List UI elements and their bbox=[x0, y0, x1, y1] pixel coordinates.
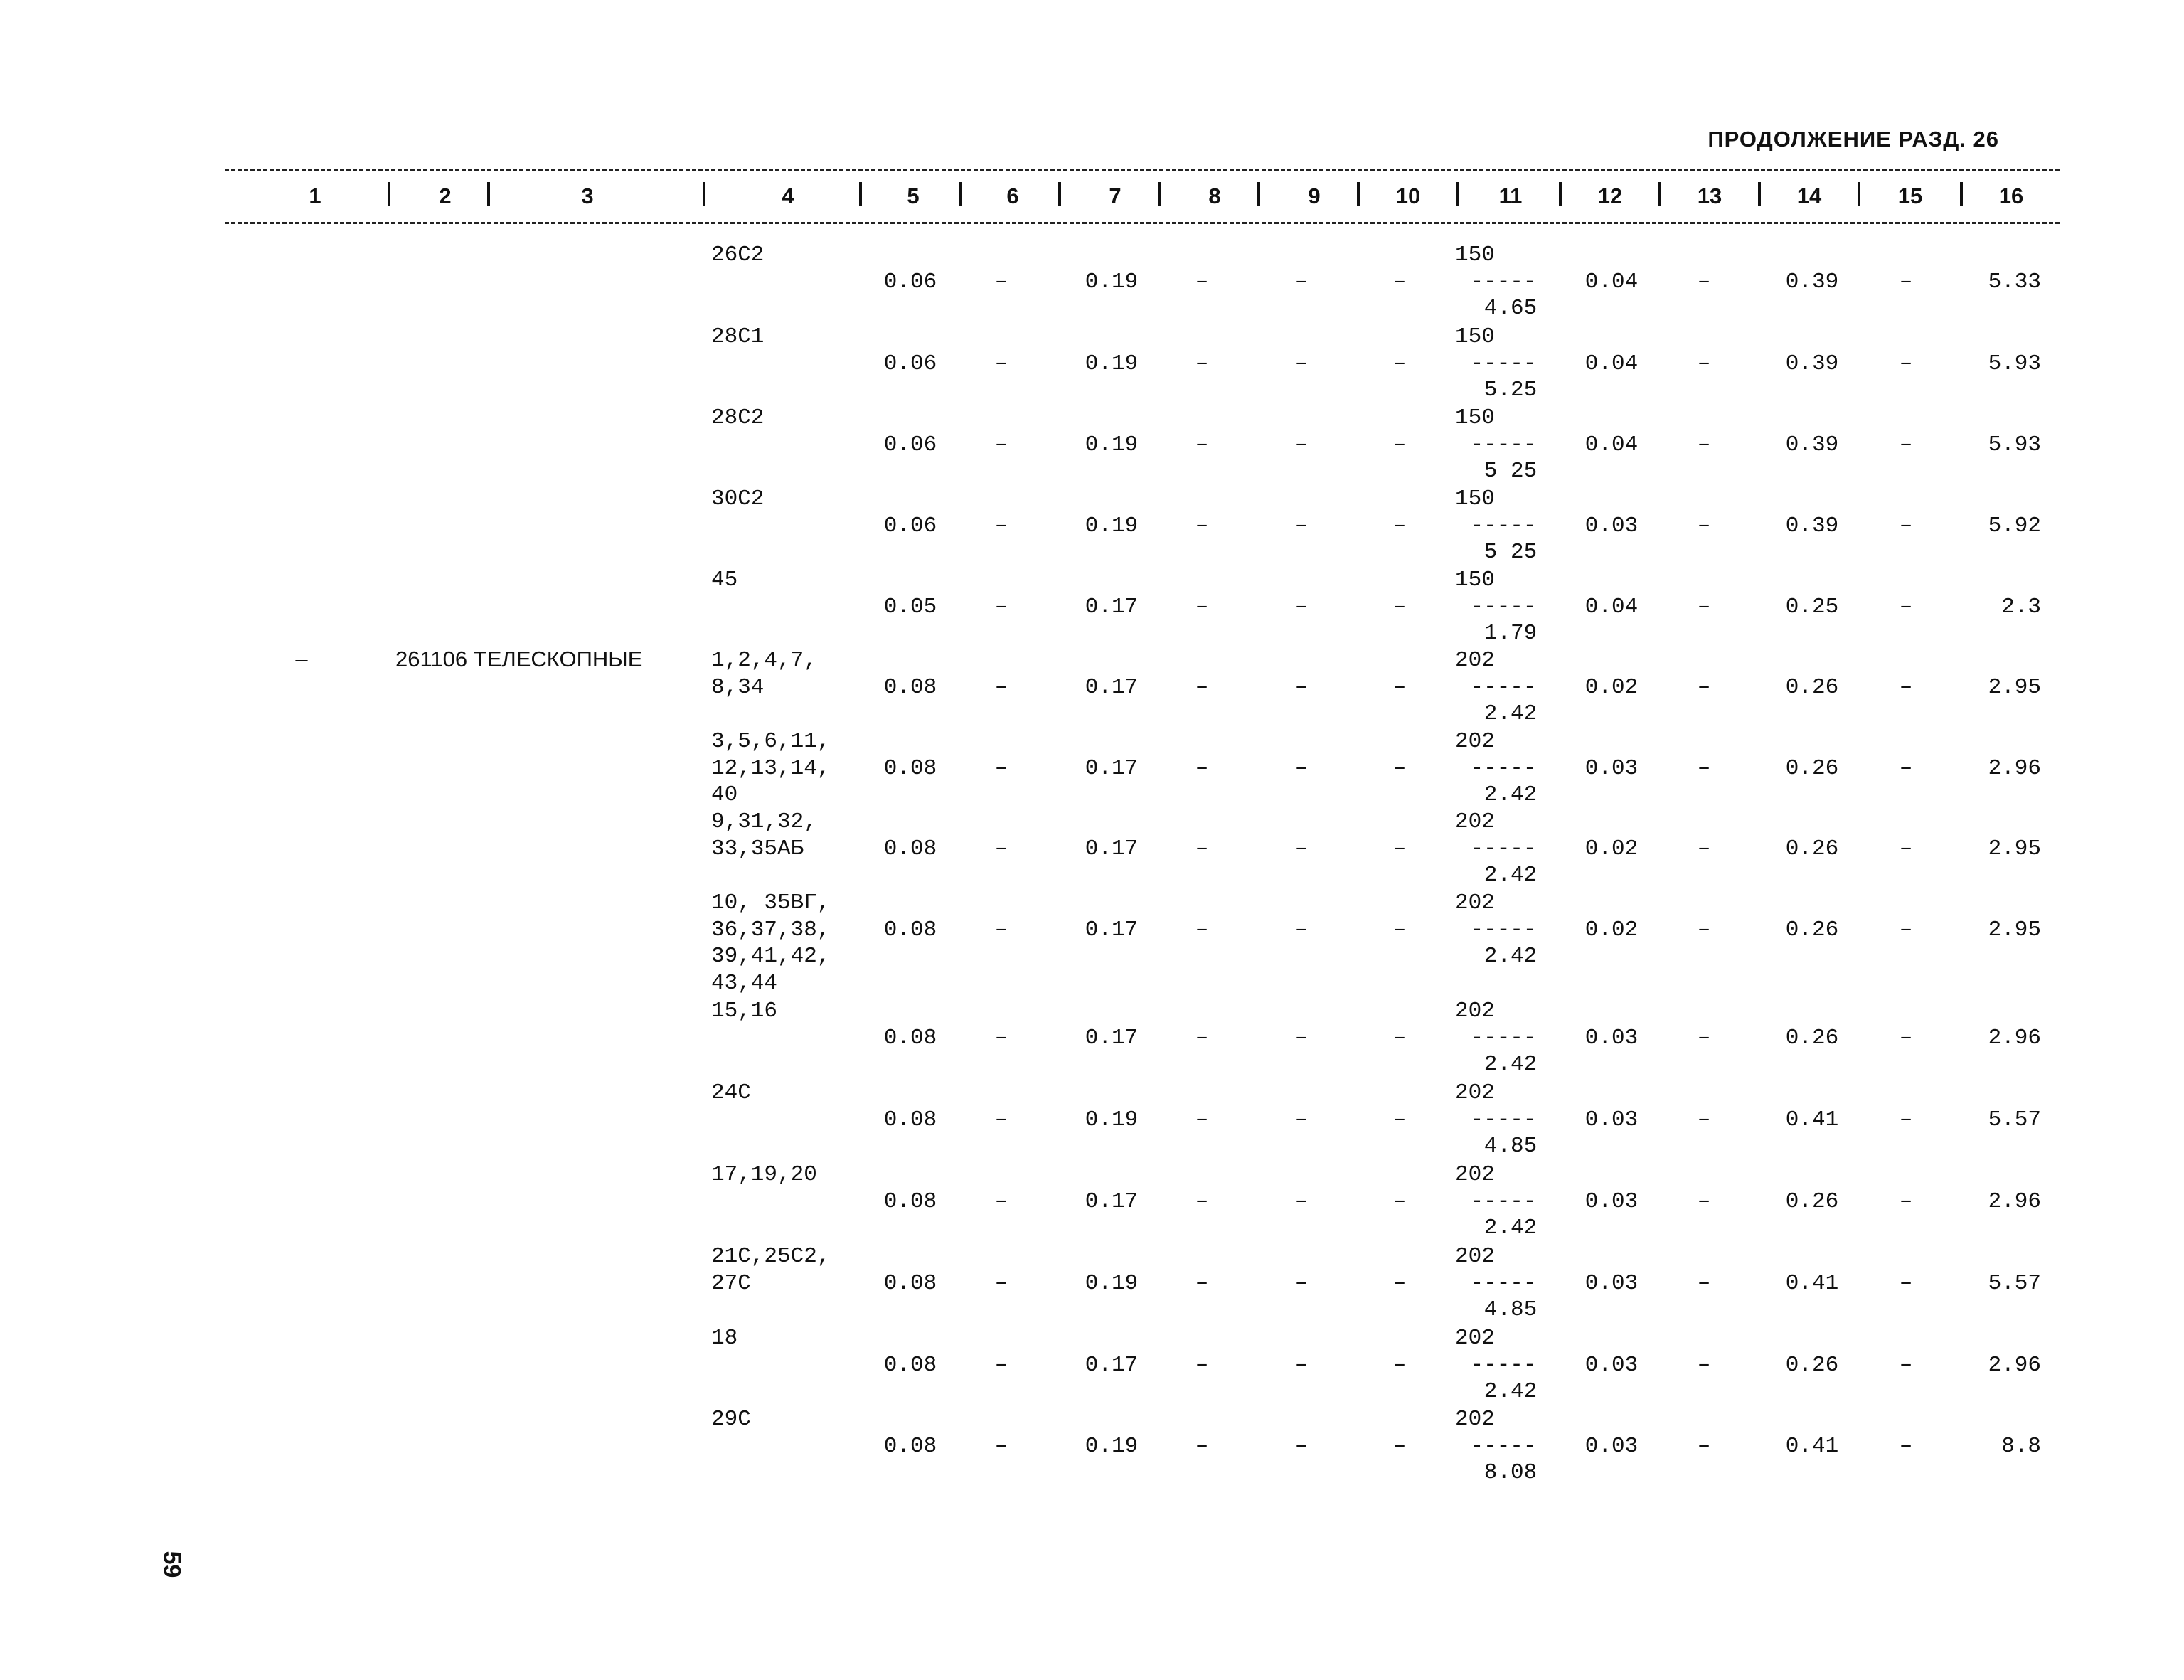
cell-col6: – bbox=[994, 836, 1008, 861]
cell-col16: 2.95 bbox=[1988, 836, 2041, 861]
cell-col7: 0.17 bbox=[1085, 836, 1139, 861]
cell-object-line: 26С2 bbox=[711, 243, 765, 267]
column-header-15: 15 bbox=[1897, 184, 1923, 208]
column-header-3: 3 bbox=[581, 184, 594, 208]
cell-object-line: 28С2 bbox=[711, 405, 765, 430]
cell-col9: – bbox=[1294, 1025, 1309, 1051]
cell-col9: – bbox=[1294, 1270, 1309, 1296]
cell-col9: – bbox=[1294, 1352, 1309, 1378]
cell-col11-numerator: 202 bbox=[1455, 729, 1495, 754]
column-header-9: 9 bbox=[1308, 184, 1321, 208]
cell-col13: – bbox=[1697, 1270, 1711, 1296]
cell-col5: 0.08 bbox=[883, 1270, 937, 1296]
cell-col15: – bbox=[1899, 836, 1913, 861]
cell-col16: 5.92 bbox=[1988, 513, 2041, 538]
group-name-label: 261106 ТЕЛЕСКОПНЫЕ bbox=[395, 647, 643, 671]
cell-col14: 0.26 bbox=[1785, 917, 1839, 942]
cell-col9: – bbox=[1294, 755, 1309, 781]
cell-col14: 0.39 bbox=[1785, 513, 1839, 538]
cell-col16: 5.93 bbox=[1988, 432, 2041, 457]
cell-col5: 0.08 bbox=[883, 1433, 937, 1459]
column-header-11: 11 bbox=[1498, 184, 1523, 208]
cell-col16: 2.96 bbox=[1988, 1189, 2041, 1214]
cell-col11-denominator: 2.42 bbox=[1483, 863, 1538, 888]
column-header-14: 14 bbox=[1796, 184, 1822, 208]
cell-col11-denominator: 5.25 bbox=[1483, 378, 1538, 403]
cell-col11-fraction-bar: ----- bbox=[1470, 917, 1537, 942]
cell-col10: – bbox=[1392, 594, 1407, 620]
cell-object-line: 10, 35ВГ, bbox=[711, 890, 831, 915]
cell-object-line: 45 bbox=[711, 568, 738, 592]
cell-col14: 0.26 bbox=[1785, 836, 1839, 861]
cell-col8: – bbox=[1195, 269, 1209, 294]
cell-col11-numerator: 202 bbox=[1455, 1162, 1495, 1187]
cell-col13: – bbox=[1697, 351, 1711, 376]
cell-col12: 0.03 bbox=[1584, 755, 1639, 781]
cell-object-line: 3,5,6,11, bbox=[711, 729, 831, 754]
page-number: 59 bbox=[158, 1551, 186, 1578]
cell-col7: 0.19 bbox=[1085, 1270, 1139, 1296]
cell-col11-numerator: 202 bbox=[1455, 809, 1495, 834]
cell-col9: – bbox=[1294, 836, 1309, 861]
cell-col16: 2.96 bbox=[1988, 1352, 2041, 1378]
cell-col10: – bbox=[1392, 351, 1407, 376]
cell-object-line: 33,35АБ bbox=[711, 836, 804, 861]
cell-col15: – bbox=[1899, 1433, 1913, 1459]
cell-object-line: 28С1 bbox=[711, 324, 765, 349]
cell-col16: 2.3 bbox=[2001, 594, 2041, 620]
cell-object-line: 9,31,32, bbox=[711, 809, 817, 834]
cell-col11-numerator: 202 bbox=[1455, 1326, 1495, 1351]
cell-col13: – bbox=[1697, 1107, 1711, 1132]
section-continuation-title: ПРОДОЛЖЕНИЕ РАЗД. 26 bbox=[1708, 127, 1999, 151]
cell-col11-numerator: 150 bbox=[1455, 405, 1495, 430]
cell-col5: 0.08 bbox=[883, 1025, 937, 1051]
cell-col6: – bbox=[994, 432, 1008, 457]
cell-col9: – bbox=[1294, 1189, 1309, 1214]
cell-col6: – bbox=[994, 513, 1008, 538]
cell-col8: – bbox=[1195, 432, 1209, 457]
cell-col13: – bbox=[1697, 1352, 1711, 1378]
cell-col16: 2.96 bbox=[1988, 755, 2041, 781]
cell-col5: 0.08 bbox=[883, 1189, 937, 1214]
cell-object-line: 43,44 bbox=[711, 970, 778, 996]
column-header-16: 16 bbox=[1998, 184, 2024, 208]
cell-col12: 0.03 bbox=[1584, 1107, 1639, 1132]
cell-col15: – bbox=[1899, 351, 1913, 376]
cell-col7: 0.19 bbox=[1085, 513, 1139, 538]
cell-col6: – bbox=[994, 674, 1008, 700]
cell-col10: – bbox=[1392, 917, 1407, 942]
cell-col6: – bbox=[994, 351, 1008, 376]
cell-col5: 0.06 bbox=[883, 269, 937, 294]
column-header-13: 13 bbox=[1697, 184, 1722, 208]
cell-col11-numerator: 202 bbox=[1455, 999, 1495, 1024]
cell-col6: – bbox=[994, 269, 1008, 294]
cell-col16: 5.93 bbox=[1988, 351, 2041, 376]
cell-col11-denominator: 2.42 bbox=[1483, 1052, 1538, 1077]
cell-col10: – bbox=[1392, 1270, 1407, 1296]
cell-col14: 0.26 bbox=[1785, 755, 1839, 781]
cell-col7: 0.19 bbox=[1085, 1107, 1139, 1132]
cell-col11-denominator: 4.85 bbox=[1483, 1134, 1538, 1159]
cell-col12: 0.03 bbox=[1584, 1025, 1639, 1051]
cell-col12: 0.03 bbox=[1584, 1270, 1639, 1296]
cell-col11-denominator: 2.42 bbox=[1483, 944, 1538, 969]
cell-col11-numerator: 202 bbox=[1455, 1080, 1495, 1105]
cell-col9: – bbox=[1294, 513, 1309, 538]
cell-col8: – bbox=[1195, 836, 1209, 861]
cell-object-line: 17,19,20 bbox=[711, 1162, 817, 1187]
cell-col11-fraction-bar: ----- bbox=[1470, 351, 1537, 376]
cell-col14: 0.25 bbox=[1785, 594, 1839, 620]
cell-col13: – bbox=[1697, 594, 1711, 620]
cell-col5: 0.08 bbox=[883, 1352, 937, 1378]
cell-col15: – bbox=[1899, 755, 1913, 781]
cell-col12: 0.04 bbox=[1584, 269, 1639, 294]
cell-col15: – bbox=[1899, 1189, 1913, 1214]
cell-col15: – bbox=[1899, 513, 1913, 538]
cell-col9: – bbox=[1294, 432, 1309, 457]
cell-col11-fraction-bar: ----- bbox=[1470, 1189, 1537, 1214]
cell-col6: – bbox=[994, 1270, 1008, 1296]
cell-col11-denominator: 8.08 bbox=[1483, 1460, 1538, 1485]
cell-object-line: 27С bbox=[711, 1270, 751, 1296]
cell-col7: 0.19 bbox=[1085, 351, 1139, 376]
cell-col12: 0.02 bbox=[1584, 674, 1639, 700]
column-header-1: 1 bbox=[309, 184, 321, 208]
cell-col12: 0.03 bbox=[1584, 1433, 1639, 1459]
cell-col13: – bbox=[1697, 1025, 1711, 1051]
cell-col7: 0.17 bbox=[1085, 594, 1139, 620]
group-col1-dash: – bbox=[295, 647, 308, 671]
cell-col13: – bbox=[1697, 674, 1711, 700]
cell-object-line: 30С2 bbox=[711, 487, 765, 511]
cell-col15: – bbox=[1899, 432, 1913, 457]
cell-col16: 2.96 bbox=[1988, 1025, 2041, 1051]
cell-col5: 0.06 bbox=[883, 351, 937, 376]
cell-col11-numerator: 150 bbox=[1455, 324, 1495, 349]
cell-col15: – bbox=[1899, 594, 1913, 620]
cell-col7: 0.19 bbox=[1085, 269, 1139, 294]
cell-col14: 0.26 bbox=[1785, 1189, 1839, 1214]
column-header-12: 12 bbox=[1597, 184, 1623, 208]
cell-col8: – bbox=[1195, 1433, 1209, 1459]
cell-col11-fraction-bar: ----- bbox=[1470, 836, 1537, 861]
cell-col11-fraction-bar: ----- bbox=[1470, 513, 1537, 538]
cell-col6: – bbox=[994, 755, 1008, 781]
cell-col11-numerator: 150 bbox=[1455, 243, 1495, 267]
cell-col5: 0.08 bbox=[883, 755, 937, 781]
cell-col16: 2.95 bbox=[1988, 674, 2041, 700]
cell-col11-denominator: 2.42 bbox=[1483, 782, 1538, 807]
cell-col13: – bbox=[1697, 432, 1711, 457]
cell-col6: – bbox=[994, 917, 1008, 942]
cell-col8: – bbox=[1195, 594, 1209, 620]
cell-col10: – bbox=[1392, 269, 1407, 294]
cell-col12: 0.04 bbox=[1584, 351, 1639, 376]
cell-col8: – bbox=[1195, 917, 1209, 942]
cell-object-line: 40 bbox=[711, 782, 738, 807]
cell-col6: – bbox=[994, 1352, 1008, 1378]
cell-col12: 0.02 bbox=[1584, 917, 1639, 942]
cell-col8: – bbox=[1195, 1107, 1209, 1132]
cell-object-line: 15,16 bbox=[711, 999, 778, 1024]
cell-col7: 0.17 bbox=[1085, 674, 1139, 700]
cell-col5: 0.05 bbox=[883, 594, 937, 620]
cell-col10: – bbox=[1392, 1433, 1407, 1459]
cell-col10: – bbox=[1392, 674, 1407, 700]
cell-col11-fraction-bar: ----- bbox=[1470, 594, 1537, 620]
cell-col8: – bbox=[1195, 674, 1209, 700]
cell-col11-denominator: 4.85 bbox=[1483, 1297, 1538, 1322]
cell-col12: 0.03 bbox=[1584, 1352, 1639, 1378]
column-header-8: 8 bbox=[1208, 184, 1221, 208]
cell-col11-denominator: 1.79 bbox=[1483, 621, 1538, 646]
cell-object-line: 29С bbox=[711, 1407, 751, 1432]
cell-col14: 0.26 bbox=[1785, 1352, 1839, 1378]
column-header-6: 6 bbox=[1006, 184, 1019, 208]
cell-col11-fraction-bar: ----- bbox=[1470, 269, 1537, 294]
cell-col13: – bbox=[1697, 1433, 1711, 1459]
cell-col8: – bbox=[1195, 1189, 1209, 1214]
cell-col9: – bbox=[1294, 269, 1309, 294]
cell-col12: 0.03 bbox=[1584, 513, 1639, 538]
cell-col16: 8.8 bbox=[2001, 1433, 2041, 1459]
cell-col6: – bbox=[994, 594, 1008, 620]
column-header-7: 7 bbox=[1109, 184, 1122, 208]
cell-col8: – bbox=[1195, 513, 1209, 538]
cell-col11-fraction-bar: ----- bbox=[1470, 1025, 1537, 1051]
cell-col6: – bbox=[994, 1107, 1008, 1132]
cell-col15: – bbox=[1899, 1025, 1913, 1051]
cell-col12: 0.03 bbox=[1584, 1189, 1639, 1214]
cell-col10: – bbox=[1392, 1352, 1407, 1378]
cell-col11-numerator: 202 bbox=[1455, 648, 1495, 673]
cell-col6: – bbox=[994, 1025, 1008, 1051]
cell-col6: – bbox=[994, 1433, 1008, 1459]
cell-col5: 0.06 bbox=[883, 432, 937, 457]
cell-col7: 0.17 bbox=[1085, 917, 1139, 942]
cell-col12: 0.04 bbox=[1584, 594, 1639, 620]
cell-col11-fraction-bar: ----- bbox=[1470, 1270, 1537, 1296]
cell-col6: – bbox=[994, 1189, 1008, 1214]
cell-col7: 0.17 bbox=[1085, 1352, 1139, 1378]
cell-col11-numerator: 150 bbox=[1455, 487, 1495, 511]
cell-object-line: 39,41,42, bbox=[711, 944, 831, 969]
cell-col14: 0.41 bbox=[1785, 1270, 1839, 1296]
cell-col16: 5.33 bbox=[1988, 269, 2041, 294]
cell-col9: – bbox=[1294, 917, 1309, 942]
cell-col16: 5.57 bbox=[1988, 1270, 2041, 1296]
cell-col9: – bbox=[1294, 1107, 1309, 1132]
cell-col11-denominator: 2.42 bbox=[1483, 1379, 1538, 1404]
cell-col8: – bbox=[1195, 1270, 1209, 1296]
cell-col14: 0.26 bbox=[1785, 1025, 1839, 1051]
cell-col5: 0.08 bbox=[883, 917, 937, 942]
cell-object-line: 8,34 bbox=[711, 674, 765, 700]
cell-col14: 0.39 bbox=[1785, 432, 1839, 457]
cell-col11-denominator: 5 25 bbox=[1483, 459, 1538, 484]
cell-col8: – bbox=[1195, 351, 1209, 376]
cell-col15: – bbox=[1899, 1352, 1913, 1378]
cell-col14: 0.41 bbox=[1785, 1107, 1839, 1132]
cell-object-line: 36,37,38, bbox=[711, 917, 831, 942]
cell-col7: 0.19 bbox=[1085, 1433, 1139, 1459]
cell-col11-numerator: 150 bbox=[1455, 568, 1495, 592]
cell-col9: – bbox=[1294, 674, 1309, 700]
cell-col14: 0.41 bbox=[1785, 1433, 1839, 1459]
cell-col14: 0.26 bbox=[1785, 674, 1839, 700]
cell-col10: – bbox=[1392, 836, 1407, 861]
cell-col14: 0.39 bbox=[1785, 351, 1839, 376]
cell-col7: 0.19 bbox=[1085, 432, 1139, 457]
cell-col10: – bbox=[1392, 513, 1407, 538]
cell-col15: – bbox=[1899, 1107, 1913, 1132]
cell-col11-denominator: 2.42 bbox=[1483, 1216, 1538, 1240]
cell-col15: – bbox=[1899, 1270, 1913, 1296]
cell-col5: 0.08 bbox=[883, 674, 937, 700]
cell-col11-numerator: 202 bbox=[1455, 1407, 1495, 1432]
cell-col15: – bbox=[1899, 269, 1913, 294]
cell-object-line: 18 bbox=[711, 1326, 738, 1351]
cell-col5: 0.08 bbox=[883, 836, 937, 861]
cell-col13: – bbox=[1697, 917, 1711, 942]
cell-col11-fraction-bar: ----- bbox=[1470, 432, 1537, 457]
cell-col13: – bbox=[1697, 1189, 1711, 1214]
cell-col8: – bbox=[1195, 1025, 1209, 1051]
cell-col11-numerator: 202 bbox=[1455, 1244, 1495, 1269]
cell-col10: – bbox=[1392, 755, 1407, 781]
cell-col11-denominator: 5 25 bbox=[1483, 540, 1538, 565]
cell-col15: – bbox=[1899, 674, 1913, 700]
cell-col9: – bbox=[1294, 1433, 1309, 1459]
cell-object-line: 21С,25С2, bbox=[711, 1244, 831, 1269]
cell-col11-fraction-bar: ----- bbox=[1470, 1107, 1537, 1132]
cell-col12: 0.04 bbox=[1584, 432, 1639, 457]
cell-col7: 0.17 bbox=[1085, 1189, 1139, 1214]
cell-col11-denominator: 4.65 bbox=[1483, 296, 1538, 321]
cell-col12: 0.02 bbox=[1584, 836, 1639, 861]
column-header-2: 2 bbox=[439, 184, 452, 208]
cell-col14: 0.39 bbox=[1785, 269, 1839, 294]
column-header-10: 10 bbox=[1395, 184, 1421, 208]
cell-col8: – bbox=[1195, 755, 1209, 781]
cell-col11-numerator: 202 bbox=[1455, 890, 1495, 915]
cell-col13: – bbox=[1697, 513, 1711, 538]
cell-object-line: 24С bbox=[711, 1080, 751, 1105]
cell-col11-fraction-bar: ----- bbox=[1470, 755, 1537, 781]
cell-col15: – bbox=[1899, 917, 1913, 942]
cell-col13: – bbox=[1697, 269, 1711, 294]
cell-col16: 5.57 bbox=[1988, 1107, 2041, 1132]
cell-col5: 0.08 bbox=[883, 1107, 937, 1132]
cell-col11-fraction-bar: ----- bbox=[1470, 1352, 1537, 1378]
cell-col11-fraction-bar: ----- bbox=[1470, 674, 1537, 700]
cell-col10: – bbox=[1392, 432, 1407, 457]
column-header-4: 4 bbox=[782, 184, 794, 208]
cell-col5: 0.06 bbox=[883, 513, 937, 538]
cell-object-line: 1,2,4,7, bbox=[711, 648, 817, 673]
cell-col9: – bbox=[1294, 594, 1309, 620]
cell-col11-denominator: 2.42 bbox=[1483, 701, 1538, 726]
cell-col10: – bbox=[1392, 1189, 1407, 1214]
cell-col7: 0.17 bbox=[1085, 755, 1139, 781]
cell-col13: – bbox=[1697, 755, 1711, 781]
cell-col16: 2.95 bbox=[1988, 917, 2041, 942]
cell-col7: 0.17 bbox=[1085, 1025, 1139, 1051]
cell-col8: – bbox=[1195, 1352, 1209, 1378]
column-header-5: 5 bbox=[907, 184, 920, 208]
cell-object-line: 12,13,14, bbox=[711, 755, 831, 781]
cell-col9: – bbox=[1294, 351, 1309, 376]
cell-col11-fraction-bar: ----- bbox=[1470, 1433, 1537, 1459]
cell-col13: – bbox=[1697, 836, 1711, 861]
cell-col10: – bbox=[1392, 1107, 1407, 1132]
cell-col10: – bbox=[1392, 1025, 1407, 1051]
